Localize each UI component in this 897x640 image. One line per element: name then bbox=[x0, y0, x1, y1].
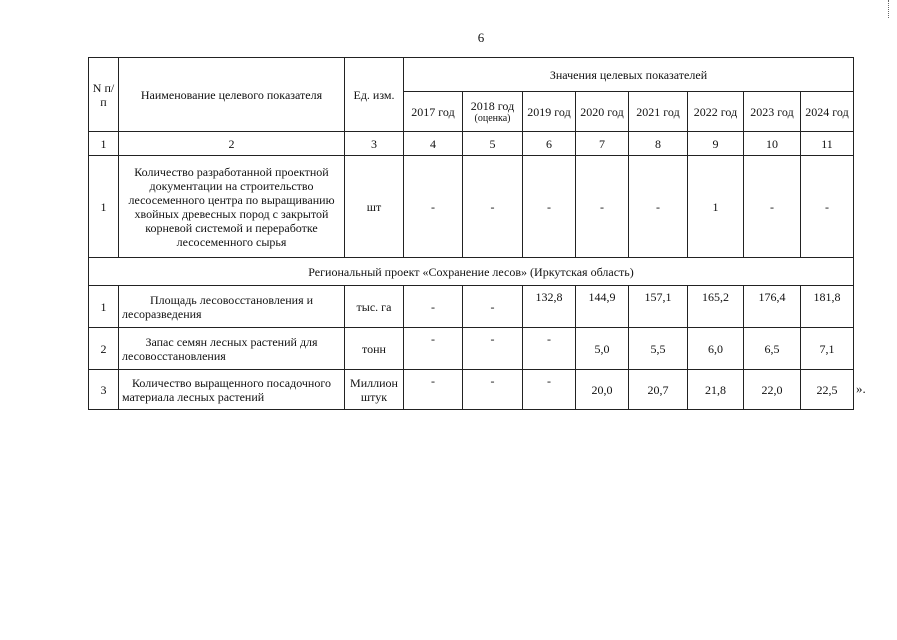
row-value: - bbox=[629, 156, 688, 258]
header-year: 2020 год bbox=[576, 92, 629, 132]
column-numbers-row bbox=[89, 132, 854, 156]
header-year-note: (оценка) bbox=[474, 112, 511, 124]
column-number: 4 bbox=[404, 132, 463, 156]
row-name: Запас семян лесных растений для лесовосстановления bbox=[119, 328, 345, 370]
header-name: Наименование целевого показателя bbox=[119, 58, 345, 132]
row-value: 20,7 bbox=[629, 370, 688, 410]
column-number: 6 bbox=[523, 132, 576, 156]
header-year-label: 2018 год bbox=[470, 98, 515, 113]
row-value: 5,5 bbox=[629, 328, 688, 370]
row-unit: Миллион штук bbox=[345, 370, 404, 410]
row-value: 1 bbox=[688, 156, 744, 258]
header-unit: Ед. изм. bbox=[345, 58, 404, 132]
row-value: - bbox=[523, 370, 576, 410]
row-value: - bbox=[463, 286, 523, 328]
scan-edge-mark bbox=[888, 0, 891, 18]
section-title: Региональный проект «Сохранение лесов» (Иркутская область) bbox=[89, 258, 854, 286]
row-value: - bbox=[523, 328, 576, 370]
row-name: Площадь лесовосстановления и лесоразведения bbox=[119, 286, 345, 328]
row-value: 176,4 bbox=[744, 286, 801, 328]
row-num: 1 bbox=[89, 286, 119, 328]
row-name: Количество выращенного посадочного материала лесных растений bbox=[119, 370, 345, 410]
header-year: 2022 год bbox=[688, 92, 744, 132]
row-value: 22,5 bbox=[801, 370, 854, 410]
row-value: 22,0 bbox=[744, 370, 801, 410]
row-value: 181,8 bbox=[801, 286, 854, 328]
table-row bbox=[89, 328, 854, 370]
row-value: 6,0 bbox=[688, 328, 744, 370]
row-num: 3 bbox=[89, 370, 119, 410]
row-value: - bbox=[463, 370, 523, 410]
header-num: N п/п bbox=[89, 58, 119, 132]
row-unit: тонн bbox=[345, 328, 404, 370]
column-number: 1 bbox=[89, 132, 119, 156]
header-values-group: Значения целевых показателей bbox=[404, 58, 854, 92]
row-value: - bbox=[801, 156, 854, 258]
column-number: 8 bbox=[629, 132, 688, 156]
closing-quote-mark: ». bbox=[856, 381, 866, 396]
column-number: 11 bbox=[801, 132, 854, 156]
header-year: 2023 год bbox=[744, 92, 801, 132]
column-number: 3 bbox=[345, 132, 404, 156]
column-number: 10 bbox=[744, 132, 801, 156]
row-unit: шт bbox=[345, 156, 404, 258]
header-year: 2017 год bbox=[404, 92, 463, 132]
table-row bbox=[89, 370, 854, 410]
column-number: 2 bbox=[119, 132, 345, 156]
row-value: 5,0 bbox=[576, 328, 629, 370]
row-value: - bbox=[404, 328, 463, 370]
row-value: - bbox=[404, 156, 463, 258]
row-name: Количество разработанной проектной документации на строительство лесосеменного центра по выращиванию хвойных древесных пород с закрытой корневой системой и переработке лесосеменного сырья bbox=[119, 156, 345, 258]
row-value: 20,0 bbox=[576, 370, 629, 410]
header-year: 2019 год bbox=[523, 92, 576, 132]
column-number: 9 bbox=[688, 132, 744, 156]
row-value: 157,1 bbox=[629, 286, 688, 328]
header-year: 2024 год bbox=[801, 92, 854, 132]
row-num: 1 bbox=[89, 156, 119, 258]
row-value: - bbox=[404, 286, 463, 328]
row-value: - bbox=[744, 156, 801, 258]
header-year: 2021 год bbox=[629, 92, 688, 132]
row-value: 165,2 bbox=[688, 286, 744, 328]
row-value: - bbox=[404, 370, 463, 410]
target-indicators-table bbox=[88, 57, 854, 410]
row-value: 7,1 bbox=[801, 328, 854, 370]
row-num: 2 bbox=[89, 328, 119, 370]
row-value: 21,8 bbox=[688, 370, 744, 410]
header-year-2018 bbox=[463, 92, 523, 132]
table-row bbox=[89, 156, 854, 258]
row-value: 6,5 bbox=[744, 328, 801, 370]
row-value: 132,8 bbox=[523, 286, 576, 328]
row-value: 144,9 bbox=[576, 286, 629, 328]
row-unit: тыс. га bbox=[345, 286, 404, 328]
column-number: 5 bbox=[463, 132, 523, 156]
table-row bbox=[89, 286, 854, 328]
row-value: - bbox=[463, 156, 523, 258]
column-number: 7 bbox=[576, 132, 629, 156]
row-value: - bbox=[463, 328, 523, 370]
page-number: 6 bbox=[477, 30, 485, 45]
row-value: - bbox=[523, 156, 576, 258]
row-value: - bbox=[576, 156, 629, 258]
